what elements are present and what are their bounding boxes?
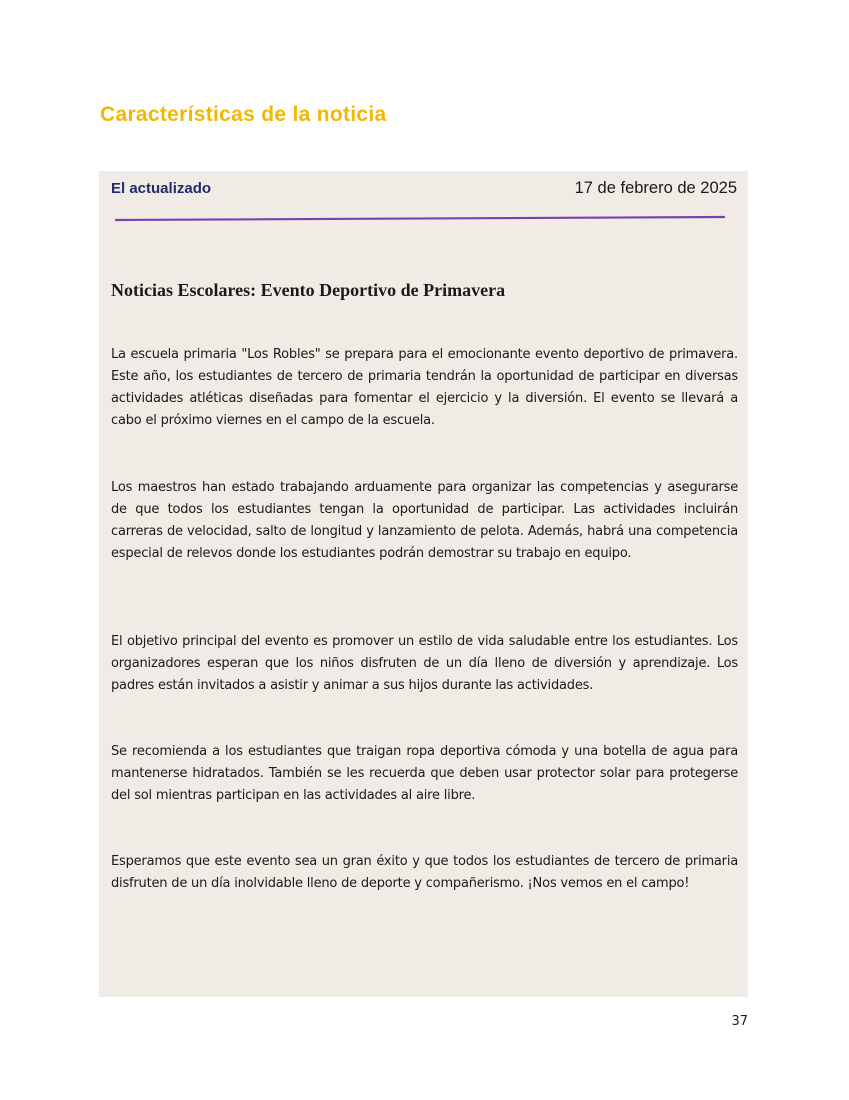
section-title: Características de la noticia	[100, 103, 387, 126]
article-headline: Noticias Escolares: Evento Deportivo de Primavera	[111, 280, 506, 300]
masthead-divider	[115, 215, 725, 224]
page-number: 37	[731, 1014, 748, 1029]
newsletter-box	[99, 171, 748, 997]
article-paragraph: Esperamos que este evento sea un gran éxito y que todos los estudiantes de tercero de primaria disfruten de un día inolvidable lleno de deporte y compañerismo. ¡Nos vemos en el campo!	[111, 854, 738, 891]
newsletter-name: El actualizado	[111, 180, 212, 197]
issue-date: 17 de febrero de 2025	[574, 179, 737, 197]
article-paragraph: Se recomienda a los estudiantes que traigan ropa deportiva cómoda y una botella de agua para mantenerse hidratados. También se les recuerda que deben usar protector solar para protegerse del sol mientras participan en las actividades al aire libre.	[111, 744, 738, 803]
article-paragraph: Los maestros han estado trabajando arduamente para organizar las competencias y asegurarse de que todos los estudiantes tengan la oportunidad de participar. Las actividades incluirán carreras de velocidad, salto de longitud y lanzamiento de pelota. Además, habrá una competencia especial de relevos donde los estudiantes podrán demostrar su trabajo en equipo.	[111, 480, 738, 561]
article-paragraph: El objetivo principal del evento es promover un estilo de vida saludable entre los estudiantes. Los organizadores esperan que los niños disfruten de un día lleno de diversión y aprendizaje. Los padres están invitados a asistir y animar a sus hijos durante las actividades.	[111, 634, 738, 693]
article-paragraph: La escuela primaria "Los Robles" se prepara para el emocionante evento deportivo de primavera. Este año, los estudiantes de tercero de primaria tendrán la oportunidad de participar en diversas actividades atléticas diseñadas para fomentar el ejercicio y la diversión. El evento se llevará a cabo el próximo viernes en el campo de la escuela.	[111, 347, 738, 428]
